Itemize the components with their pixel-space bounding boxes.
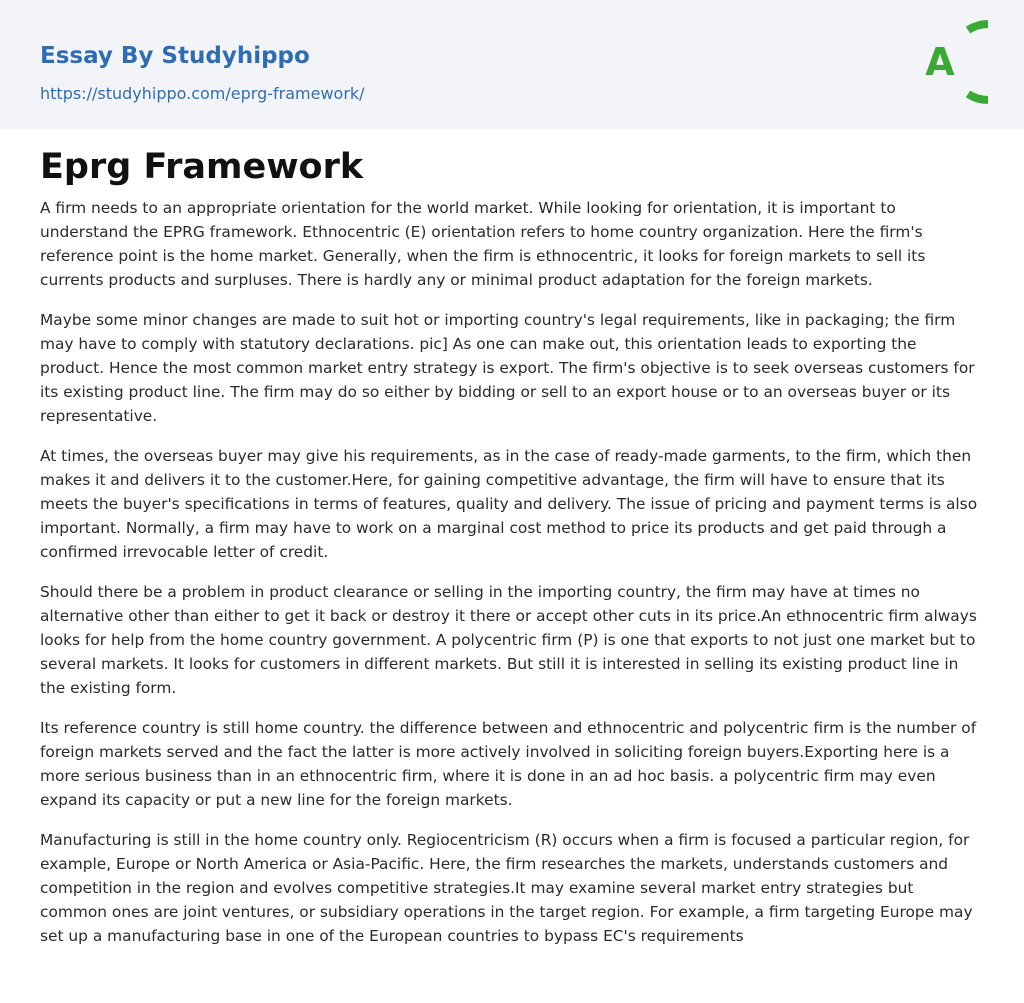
article-title: Eprg Framework xyxy=(40,147,364,187)
article-paragraph: Should there be a problem in product clearance or selling in the importing country, the firm may have at times no alternative other than either to get it back or destroy it there or accept other cuts in its price.An ethnocentric firm always looks for help from the home country government. A polycentric firm (P) is one that exports to not just one market but to several markets. It looks for customers in different markets. But still it is interested in selling its existing product line in the existing form. xyxy=(40,583,977,697)
studyhippo-logo-icon[interactable] xyxy=(908,18,988,106)
article-paragraph: Manufacturing is still in the home country only. Regiocentricism (R) occurs when a firm is focused a particular region, for example, Europe or North America or Asia-Pacific. Here, the firm researches the markets, understands customers and competition in the region and evolves competitive strategies.It may examine several market entry strategies but common ones are joint ventures, or subsidiary operations in the target region. For example, a firm targeting Europe may set up a manufacturing base in one of the European countries to bypass EC's requirements xyxy=(40,831,973,945)
article-paragraph: Its reference country is still home country. the difference between and ethnocentric and polycentric firm is the number of foreign markets served and the fact the latter is more actively involved in soliciting foreign buyers.Exporting here is a more serious business than in an ethnocentric firm, where it is done in an ad hoc basis. a polycentric firm may even expand its capacity or put a new line for the foreign markets. xyxy=(40,719,977,809)
article-paragraph: A firm needs to an appropriate orientation for the world market. While looking for orientation, it is important to understand the EPRG framework. Ethnocentric (E) orientation refers to home country organization. Here the firm's reference point is the home market. Generally, when the firm is ethnocentric, it looks for foreign markets to sell its currents products and surpluses. There is hardly any or minimal product adaptation for the foreign markets. xyxy=(40,199,926,289)
article-paragraph: At times, the overseas buyer may give his requirements, as in the case of ready-made garments, to the firm, which then makes it and delivers it to the customer.Here, for gaining competitive advantage, the firm will have to ensure that its meets the buyer's specifications in terms of features, quality and delivery. The issue of pricing and payment terms is also important. Normally, a firm may have to work on a marginal cost method to price its products and get paid through a confirmed irrevocable letter of credit. xyxy=(40,447,978,561)
article-url-link[interactable]: https://studyhippo.com/eprg-framework/ xyxy=(40,84,365,103)
site-header xyxy=(0,0,1024,129)
site-brand[interactable]: Essay By Studyhippo xyxy=(40,43,310,69)
article-paragraph: Maybe some minor changes are made to suit hot or importing country's legal requirements, like in packaging; the firm may have to comply with statutory declarations. pic] As one can make out, this orientation leads to exporting the product. Hence the most common market entry strategy is export. The firm's objective is to seek overseas customers for its existing product line. The firm may do so either by bidding or sell to an export house or to an overseas buyer or its representative. xyxy=(40,311,975,425)
article-content xyxy=(40,144,984,964)
logo-letter: A xyxy=(925,40,955,84)
